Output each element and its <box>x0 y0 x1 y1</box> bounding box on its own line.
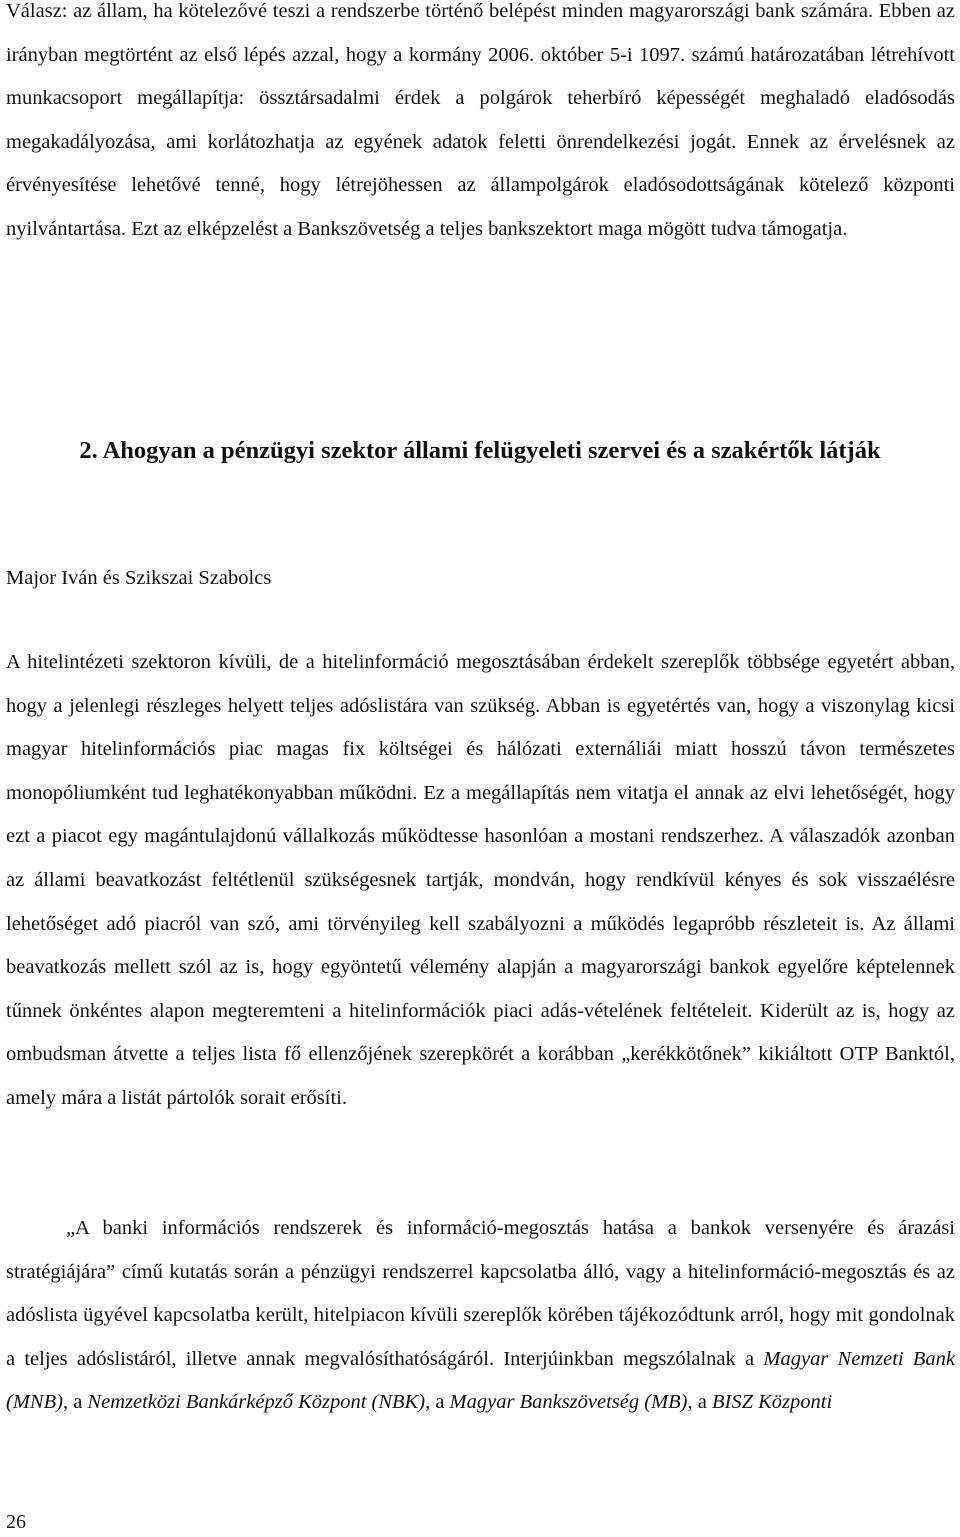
section-heading: 2. Ahogyan a pénzügyi szektor állami felügyeleti szervei és a szakértők látják <box>79 437 881 464</box>
paragraph-answer: Válasz: az állam, ha kötelezővé teszi a rendszerbe történő belépést minden magyarországi bank számára. Ebben az irányban megtörtént az első lépés azzal, hogy a kormány 2006. október 5-i 1097. számú határozatában létrehívott munkacsoport megállapítja: össztársadalmi érdek a polgárok teherbíró képességét meghaladó eladósodás megakadályozása, ami korlátozhatja az egyének adatok feletti önrendelkezési jogát. Ennek az érvelésnek az érvényesítése lehetővé tenné, hogy létrejöhessen az állampolgárok eladósodottságának kötelező központi nyilvántartása. Ezt az elképzelést a Bankszövetség a teljes bankszektort maga mögött tudva támogatja. <box>6 0 955 240</box>
separator: , a <box>62 1391 88 1414</box>
separator: , a <box>425 1391 450 1414</box>
paragraph-main: A hitelintézeti szektoron kívüli, de a hitelinformáció megosztásában érdekelt szereplők többsége egyetért abban, hogy a jelenlegi részleges helyett teljes adóslistára van szükség. Abban is egyetértés van, hogy a viszonylag kicsi magyar hitelinformációs piac magas fix költségei és hálózati externáliái miatt hosszú távon természetes monopóliumként tud leghatékonyabban működni. Ez a megállapítás nem vitatja el annak az elvi lehetőségét, hogy ezt a piacot egy magántulajdonú vállalkozás működtesse hasonlóan a mostani rendszerhez. A válaszadók azonban az állami beavatkozást feltétlenül szükségesnek tartják, mondván, hogy rendkívül kényes és sok visszaélésre lehetőséget adó piacról van szó, ami törvényileg kell szabályozni a működés legapróbb részleteit is. Az állami beavatkozás mellett szól az is, hogy egyöntetű vélemény alapján a magyarországi bankok egyelőre képtelennek tűnnek önkéntes alapon megteremteni a hitelinformációk piaci adás-vételének feltételeit. Kiderült az is, hogy az ombudsman átvette a teljes lista fő ellenzőjének szerepkörét a korábban „kerékkötőnek” kikiáltott OTP Banktól, amely mára a listát pártolók sorait erősíti. <box>6 651 955 1109</box>
paragraph-research <box>6 1207 955 1425</box>
institution-bisz: BISZ Központi <box>711 1391 833 1414</box>
institution-nbk: Nemzetközi Bankárképző Központ (NBK) <box>87 1391 426 1414</box>
page-number: 26 <box>6 1511 26 1533</box>
author-line: Major Iván és Szikszai Szabolcs <box>6 567 272 589</box>
separator: , a <box>687 1391 712 1414</box>
institution-mnb: Magyar Nemzeti Bank (MNB) <box>6 1347 955 1414</box>
research-text: „A banki információs rendszerek és információ-megosztás hatása a bankok versenyére és árazási stratégiájára” című kutatás során a pénzügyi rendszerrel kapcsolatba álló, vagy a hitelinformáció-megosztás és az adóslista ügyével kapcsolatba került, hitelpiacon kívüli szereplők körében tájékozódtunk arról, hogy mit gondolnak a teljes adóslistáról, illetve annak megvalósíthatóságáról. Interjúinkban megszólalnak a <box>6 1217 955 1370</box>
institution-mb: Magyar Bankszövetség (MB) <box>449 1391 688 1414</box>
